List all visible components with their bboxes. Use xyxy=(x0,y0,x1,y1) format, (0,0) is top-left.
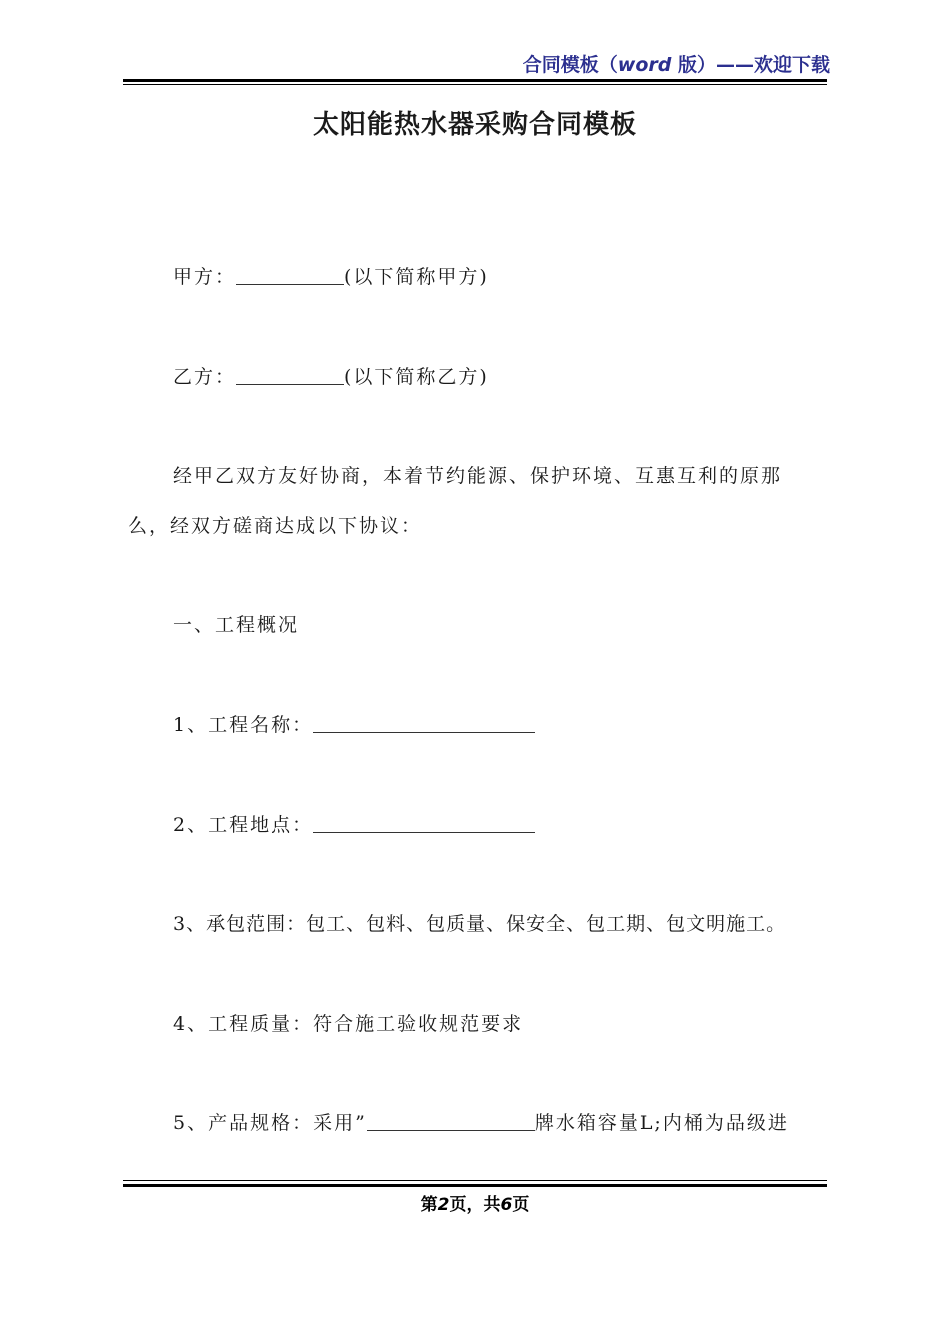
item-1-label: 1、工程名称： xyxy=(173,714,314,736)
project-location-blank[interactable] xyxy=(313,814,535,833)
document-title: 太阳能热水器采购合同模板 xyxy=(312,110,637,140)
item-3-line: 3、承包范围：包工、包料、包质量、保安全、包工期、包文明施工。 xyxy=(173,913,787,935)
footer-mid: 页，共 xyxy=(449,1195,501,1215)
item-5-line xyxy=(173,1108,789,1135)
footer-suffix: 页 xyxy=(512,1195,530,1215)
party-b-label: 乙方： xyxy=(173,366,237,388)
party-a-label: 甲方： xyxy=(173,266,237,288)
item-2-line xyxy=(173,810,535,837)
item-5-suffix: 牌水箱容量L;内桶为品级进 xyxy=(534,1112,789,1134)
header-prefix: 合同模板（ xyxy=(522,54,618,76)
footer-rule-thick xyxy=(123,1184,827,1187)
party-b-note: (以下简称乙方) xyxy=(344,366,489,388)
footer-rule-thin xyxy=(123,1180,827,1181)
header-banner xyxy=(523,50,830,77)
item-4-line: 4、工程质量：符合施工验收规范要求 xyxy=(173,1013,524,1035)
party-a-blank[interactable] xyxy=(236,266,344,285)
intro-line-1: 经甲乙双方友好协商，本着节约能源、保护环境、互惠互利的原那 xyxy=(173,465,783,487)
party-b-blank[interactable] xyxy=(236,366,344,385)
header-suffix: 版）——欢迎下载 xyxy=(671,54,830,76)
header-word: word xyxy=(617,54,672,76)
footer-prefix: 第 xyxy=(420,1195,438,1215)
item-2-label: 2、工程地点： xyxy=(173,814,314,836)
party-a-line xyxy=(173,262,489,289)
item-5-prefix: 5、产品规格：采用” xyxy=(173,1112,367,1134)
header-rule-thin xyxy=(123,84,827,85)
section-1-heading: 一、工程概况 xyxy=(173,614,300,636)
party-b-line xyxy=(173,362,489,389)
project-name-blank[interactable] xyxy=(313,714,535,733)
footer-total-pages: 6 xyxy=(500,1195,513,1215)
page-footer xyxy=(0,1190,950,1215)
header-rule-thick xyxy=(123,79,827,82)
party-a-note: (以下简称甲方) xyxy=(344,266,489,288)
intro-line-2: 么，经双方磋商达成以下协议： xyxy=(128,515,423,537)
brand-blank[interactable] xyxy=(367,1112,535,1131)
item-1-line xyxy=(173,710,535,737)
footer-page-number: 2 xyxy=(437,1195,450,1215)
